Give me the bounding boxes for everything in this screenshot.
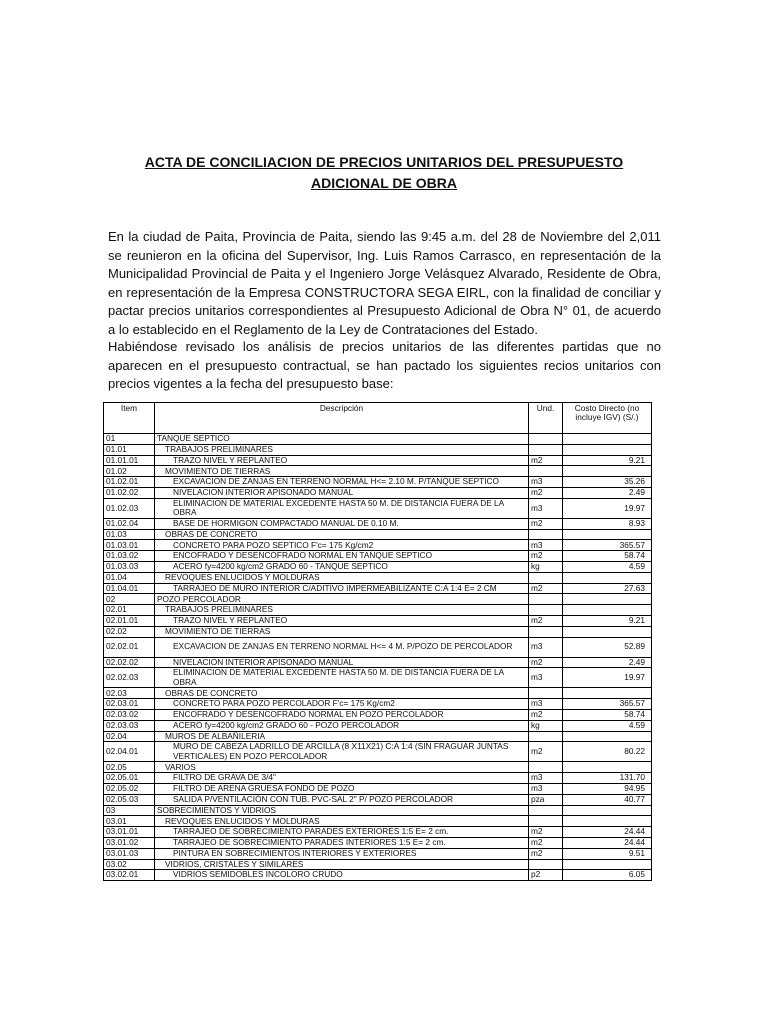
item-cell: 01.04.01 bbox=[104, 583, 155, 594]
table-row bbox=[104, 561, 652, 572]
table-row bbox=[104, 827, 652, 838]
cost-cell: 9.21 bbox=[563, 615, 652, 626]
table-row bbox=[104, 444, 652, 455]
table-row bbox=[104, 816, 652, 827]
unit-cell bbox=[529, 605, 563, 616]
description-cell: MOVIMIENTO DE TIERRAS bbox=[155, 626, 529, 637]
item-cell: 02.02 bbox=[104, 626, 155, 637]
item-cell: 02.05.03 bbox=[104, 794, 155, 805]
table-row bbox=[104, 688, 652, 699]
description-cell: TANQUE SEPTICO bbox=[155, 434, 529, 445]
item-cell: 01.01.01 bbox=[104, 455, 155, 466]
item-cell: 01.04 bbox=[104, 572, 155, 583]
table-row bbox=[104, 720, 652, 731]
unit-cell bbox=[529, 434, 563, 445]
cost-cell: 4.59 bbox=[563, 720, 652, 731]
table-row bbox=[104, 762, 652, 773]
table-row bbox=[104, 477, 652, 488]
item-cell: 01.03.01 bbox=[104, 540, 155, 551]
item-cell: 03.02.01 bbox=[104, 870, 155, 881]
description-cell: ENCOFRADO Y DESENCOFRADO NORMAL EN POZO PERCOLADOR bbox=[155, 709, 529, 720]
description-cell: PINTURA EN SOBRECIMIENTOS INTERIORES Y EXTERIORES bbox=[155, 848, 529, 859]
item-cell: 02 bbox=[104, 594, 155, 605]
unit-cell: m2 bbox=[529, 487, 563, 498]
description-cell: VIDRIOS, CRISTALES Y SIMILARES bbox=[155, 859, 529, 870]
description-cell: SALIDA P/VENTILACIÓN CON TUB. PVC-SAL 2" P/ POZO PERCOLADOR bbox=[155, 794, 529, 805]
cost-cell: 24.44 bbox=[563, 827, 652, 838]
item-cell: 02.03.02 bbox=[104, 709, 155, 720]
unit-cell bbox=[529, 731, 563, 742]
table-row bbox=[104, 668, 652, 688]
unit-cell: m2 bbox=[529, 551, 563, 562]
description-cell: EXCAVACION DE ZANJAS EN TERRENO NORMAL H<= 2.10 M. P/TANQUE SEPTICO bbox=[155, 477, 529, 488]
description-cell: TARRAJEO DE SOBRECIMIENTO PARADES EXTERIORES 1:5 E= 2 cm. bbox=[155, 827, 529, 838]
item-cell: 02.01.01 bbox=[104, 615, 155, 626]
description-cell: CONCRETO PARA POZO PERCOLADOR F'c= 175 Kg/cm2 bbox=[155, 699, 529, 710]
table-row bbox=[104, 626, 652, 637]
unit-cell: kg bbox=[529, 720, 563, 731]
item-cell: 02.03 bbox=[104, 688, 155, 699]
cost-cell bbox=[563, 605, 652, 616]
unit-prices-table bbox=[103, 402, 652, 881]
cost-cell bbox=[563, 529, 652, 540]
unit-cell: m2 bbox=[529, 518, 563, 529]
table-row bbox=[104, 466, 652, 477]
table-row bbox=[104, 529, 652, 540]
item-cell: 01.02 bbox=[104, 466, 155, 477]
unit-cell: m3 bbox=[529, 699, 563, 710]
item-cell: 02.03.01 bbox=[104, 699, 155, 710]
table-row bbox=[104, 773, 652, 784]
item-cell: 01.02.03 bbox=[104, 498, 155, 518]
cost-cell: 40.77 bbox=[563, 794, 652, 805]
table-row bbox=[104, 583, 652, 594]
cost-cell: 27.63 bbox=[563, 583, 652, 594]
unit-cell bbox=[529, 859, 563, 870]
cost-cell bbox=[563, 594, 652, 605]
cost-cell bbox=[563, 444, 652, 455]
description-cell: VARIOS bbox=[155, 762, 529, 773]
description-cell: POZO PERCOLADOR bbox=[155, 594, 529, 605]
description-cell: EXCAVACION DE ZANJAS EN TERRENO NORMAL H<= 4 M. P/POZO DE PERCOLADOR bbox=[155, 637, 529, 657]
item-cell: 01 bbox=[104, 434, 155, 445]
table-row bbox=[104, 794, 652, 805]
title-line-2: ADICIONAL DE OBRA bbox=[311, 175, 457, 191]
unit-cell: m3 bbox=[529, 540, 563, 551]
item-cell: 02.03.03 bbox=[104, 720, 155, 731]
description-cell: FILTRO DE ARENA GRUESA FONDO DE POZO bbox=[155, 783, 529, 794]
unit-cell: m3 bbox=[529, 477, 563, 488]
header-unit: Und. bbox=[529, 403, 563, 434]
cost-cell: 2.49 bbox=[563, 487, 652, 498]
table-body bbox=[104, 434, 652, 881]
header-cost: Costo Directo (no incluye IGV) (S/.) bbox=[563, 403, 652, 434]
table-row bbox=[104, 805, 652, 816]
unit-cell: m2 bbox=[529, 455, 563, 466]
table-row bbox=[104, 783, 652, 794]
unit-cell: m3 bbox=[529, 637, 563, 657]
item-cell: 02.02.01 bbox=[104, 637, 155, 657]
cost-cell: 8.93 bbox=[563, 518, 652, 529]
description-cell: REVOQUES ENLUCIDOS Y MOLDURAS bbox=[155, 572, 529, 583]
description-cell: FILTRO DE GRAVA DE 3/4" bbox=[155, 773, 529, 784]
cost-cell: 19.97 bbox=[563, 668, 652, 688]
table-row bbox=[104, 709, 652, 720]
unit-cell bbox=[529, 762, 563, 773]
description-cell: NIVELACION INTERIOR APISONADO MANUAL bbox=[155, 487, 529, 498]
item-cell: 01.02.01 bbox=[104, 477, 155, 488]
table-row bbox=[104, 859, 652, 870]
title-line-1: ACTA DE CONCILIACION DE PRECIOS UNITARIOS DEL PRESUPUESTO bbox=[144, 154, 624, 170]
unit-cell: m2 bbox=[529, 837, 563, 848]
cost-cell bbox=[563, 688, 652, 699]
item-cell: 02.04.01 bbox=[104, 742, 155, 762]
description-cell: REVOQUES ENLUCIDOS Y MOLDURAS bbox=[155, 816, 529, 827]
cost-cell: 365.57 bbox=[563, 540, 652, 551]
item-cell: 02.01 bbox=[104, 605, 155, 616]
item-cell: 02.05.01 bbox=[104, 773, 155, 784]
description-cell: TRABAJOS PRELIMINARES bbox=[155, 605, 529, 616]
cost-cell: 58.74 bbox=[563, 709, 652, 720]
header-description: Descripción bbox=[155, 403, 529, 434]
unit-cell: m2 bbox=[529, 615, 563, 626]
unit-cell: m2 bbox=[529, 848, 563, 859]
unit-cell bbox=[529, 466, 563, 477]
cost-cell: 80.22 bbox=[563, 742, 652, 762]
table-row bbox=[104, 731, 652, 742]
description-cell: TARRAJEO DE MURO INTERIOR C/ADITIVO IMPERMEABILIZANTE C:A 1:4 E= 2 CM bbox=[155, 583, 529, 594]
table-row bbox=[104, 455, 652, 466]
table-row bbox=[104, 870, 652, 881]
description-cell: ELIMINACION DE MATERIAL EXCEDENTE HASTA 50 M. DE DISTANCIA FUERA DE LA OBRA bbox=[155, 668, 529, 688]
table-row bbox=[104, 637, 652, 657]
item-cell: 03.01.02 bbox=[104, 837, 155, 848]
unit-cell: m2 bbox=[529, 583, 563, 594]
description-cell: MUROS DE ALBAÑILERIA bbox=[155, 731, 529, 742]
cost-cell: 19.97 bbox=[563, 498, 652, 518]
table-row bbox=[104, 699, 652, 710]
unit-cell bbox=[529, 805, 563, 816]
document-title bbox=[100, 152, 668, 194]
item-cell: 01.02.02 bbox=[104, 487, 155, 498]
cost-cell: 9.21 bbox=[563, 455, 652, 466]
cost-cell: 131.70 bbox=[563, 773, 652, 784]
cost-cell bbox=[563, 805, 652, 816]
item-cell: 01.03.02 bbox=[104, 551, 155, 562]
review-paragraph: Habiéndose revisado los análisis de precios unitarios de las diferentes partidas que no aparecen en el presupuesto contractual, se han pactado los siguientes recios unitarios con precios vigentes a la fecha del presupuesto base: bbox=[108, 339, 661, 391]
description-cell: CONCRETO PARA POZO SEPTICO F'c= 175 Kg/cm2 bbox=[155, 540, 529, 551]
table-row bbox=[104, 837, 652, 848]
table-row bbox=[104, 594, 652, 605]
description-cell: TRAZO NIVEL Y REPLANTEO bbox=[155, 615, 529, 626]
cost-cell: 35.26 bbox=[563, 477, 652, 488]
cost-cell: 52.89 bbox=[563, 637, 652, 657]
unit-cell: pza bbox=[529, 794, 563, 805]
unit-cell: m2 bbox=[529, 742, 563, 762]
cost-cell: 2.49 bbox=[563, 657, 652, 668]
unit-cell: m3 bbox=[529, 668, 563, 688]
description-cell: VIDRIOS SEMIDOBLES INCOLORO CRUDO bbox=[155, 870, 529, 881]
unit-cell: p2 bbox=[529, 870, 563, 881]
cost-cell bbox=[563, 572, 652, 583]
description-cell: ACERO fy=4200 kg/cm2 GRADO 60 - TANQUE SEPTICO bbox=[155, 561, 529, 572]
unit-cell bbox=[529, 444, 563, 455]
table-row bbox=[104, 540, 652, 551]
cost-cell bbox=[563, 626, 652, 637]
description-cell: MURO DE CABEZA LADRILLO DE ARCILLA (8 X11X21) C:A 1:4 (SIN FRAGUAR JUNTAS VERTICALES) EN POZO PERCOLADOR bbox=[155, 742, 529, 762]
cost-cell bbox=[563, 466, 652, 477]
unit-cell bbox=[529, 816, 563, 827]
description-cell: NIVELACION INTERIOR APISONADO MANUAL bbox=[155, 657, 529, 668]
description-cell: BASE DE HORMIGON COMPACTADO MANUAL DE 0.10 M. bbox=[155, 518, 529, 529]
description-cell: ENCOFRADO Y DESENCOFRADO NORMAL EN TANQUE SEPTICO bbox=[155, 551, 529, 562]
table-row bbox=[104, 434, 652, 445]
item-cell: 03.02 bbox=[104, 859, 155, 870]
unit-cell: m3 bbox=[529, 783, 563, 794]
unit-cell bbox=[529, 572, 563, 583]
table-row bbox=[104, 518, 652, 529]
description-cell: OBRAS DE CONCRETO bbox=[155, 688, 529, 699]
description-cell: OBRAS DE CONCRETO bbox=[155, 529, 529, 540]
cost-cell: 4.59 bbox=[563, 561, 652, 572]
item-cell: 01.03.03 bbox=[104, 561, 155, 572]
unit-cell bbox=[529, 594, 563, 605]
table-row bbox=[104, 742, 652, 762]
description-cell: MOVIMIENTO DE TIERRAS bbox=[155, 466, 529, 477]
item-cell: 02.04 bbox=[104, 731, 155, 742]
table-row bbox=[104, 572, 652, 583]
unit-cell bbox=[529, 626, 563, 637]
unit-cell: m2 bbox=[529, 657, 563, 668]
description-cell: SOBRECIMIENTOS Y VIDRIOS bbox=[155, 805, 529, 816]
table-row bbox=[104, 615, 652, 626]
description-cell: TRAZO NIVEL Y REPLANTEO bbox=[155, 455, 529, 466]
cost-cell bbox=[563, 434, 652, 445]
unit-cell bbox=[529, 688, 563, 699]
cost-cell bbox=[563, 859, 652, 870]
unit-cell: m3 bbox=[529, 773, 563, 784]
item-cell: 02.02.03 bbox=[104, 668, 155, 688]
item-cell: 03.01 bbox=[104, 816, 155, 827]
cost-cell: 9.51 bbox=[563, 848, 652, 859]
unit-cell: kg bbox=[529, 561, 563, 572]
intro-paragraph: En la ciudad de Paita, Provincia de Paita, siendo las 9:45 a.m. del 28 de Noviembre del 2,011 se reunieron en la oficina del Supervisor, Ing. Luis Ramos Carrasco, en representación de la Municipalidad Provincial de Paita y el Ingeniero Jorge Velásquez Alvarado, Residente de Obra, en representación de la Empresa CONSTRUCTORA SEGA EIRL, con la finalidad de conciliar y pactar precios unitarios correspondientes al Presupuesto Adicional de Obra N° 01, de acuerdo a lo establecido en el Reglamento de la Ley de Contrataciones del Estado. bbox=[108, 229, 661, 337]
item-cell: 02.02.02 bbox=[104, 657, 155, 668]
table-row bbox=[104, 551, 652, 562]
description-cell: TARRAJEO DE SOBRECIMIENTO PARADES INTERIORES 1:5 E= 2 cm. bbox=[155, 837, 529, 848]
item-cell: 01.01 bbox=[104, 444, 155, 455]
description-cell: ACERO fy=4200 kg/cm2 GRADO 60 - POZO PERCOLADOR bbox=[155, 720, 529, 731]
unit-cell: m3 bbox=[529, 498, 563, 518]
cost-cell: 365.57 bbox=[563, 699, 652, 710]
item-cell: 02.05 bbox=[104, 762, 155, 773]
item-cell: 01.02.04 bbox=[104, 518, 155, 529]
unit-cell bbox=[529, 529, 563, 540]
header-item: Item bbox=[104, 403, 155, 434]
table-row bbox=[104, 498, 652, 518]
cost-cell: 58.74 bbox=[563, 551, 652, 562]
table-row bbox=[104, 605, 652, 616]
unit-cell: m2 bbox=[529, 709, 563, 720]
cost-cell bbox=[563, 816, 652, 827]
table-header-row bbox=[104, 403, 652, 434]
cost-cell: 24.44 bbox=[563, 837, 652, 848]
cost-cell bbox=[563, 731, 652, 742]
unit-cell: m2 bbox=[529, 827, 563, 838]
table-row bbox=[104, 848, 652, 859]
description-cell: TRABAJOS PRELIMINARES bbox=[155, 444, 529, 455]
description-cell: ELIMINACION DE MATERIAL EXCEDENTE HASTA 50 M. DE DISTANCIA FUERA DE LA OBRA bbox=[155, 498, 529, 518]
table-row bbox=[104, 657, 652, 668]
item-cell: 02.05.02 bbox=[104, 783, 155, 794]
item-cell: 03.01.03 bbox=[104, 848, 155, 859]
cost-cell bbox=[563, 762, 652, 773]
table-row bbox=[104, 487, 652, 498]
item-cell: 03.01.01 bbox=[104, 827, 155, 838]
cost-cell: 6.05 bbox=[563, 870, 652, 881]
cost-cell: 94.95 bbox=[563, 783, 652, 794]
item-cell: 03 bbox=[104, 805, 155, 816]
item-cell: 01.03 bbox=[104, 529, 155, 540]
